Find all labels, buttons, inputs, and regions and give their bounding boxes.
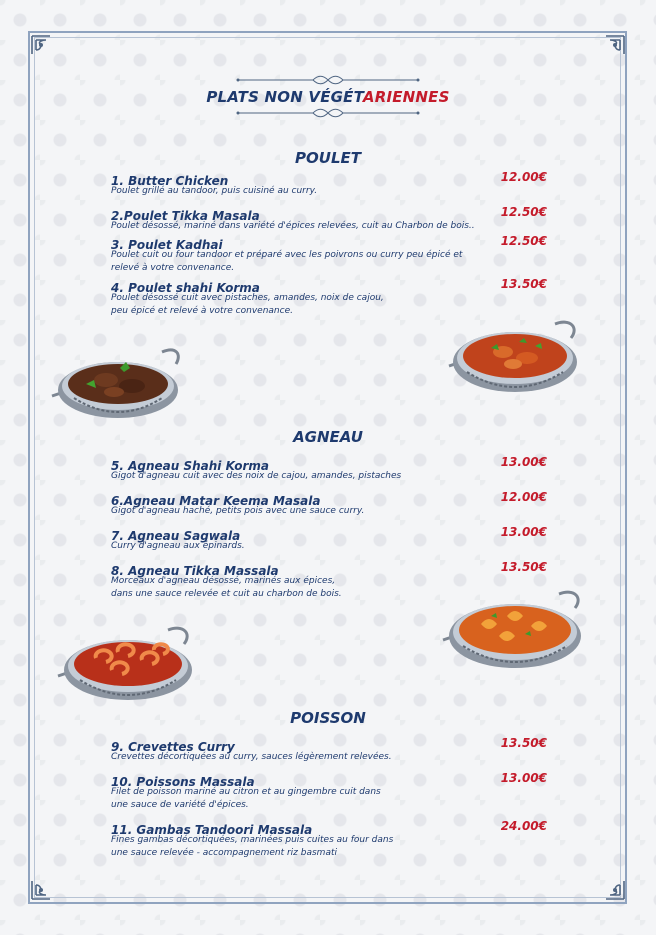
item-name: 4. Poulet shahi Korma: [111, 281, 260, 295]
item-name: 8. Agneau Tikka Massala: [111, 564, 279, 578]
item-description: Poulet désossé cuit avec pistaches, amandes, noix de cajou, peu épicé et relevé à votre convenance.: [111, 293, 384, 316]
menu-item: [111, 170, 547, 198]
menu-title: PLATS NON VÉGÉTARIENNES: [206, 88, 450, 106]
fish-curry-bowl-image: [441, 588, 591, 683]
menu-item: [111, 234, 547, 275]
item-description: Gigot d'agneau cuit avec des noix de cajou, amandes, pistaches: [111, 471, 402, 481]
item-name: 5. Agneau Shahi Korma: [111, 459, 269, 473]
item-description: Poulet cuit ou four tandoor et préparé avec les poivrons ou curry peu épicé et relevé à votre convenance.: [111, 250, 463, 273]
item-name: 3. Poulet Kadhai: [111, 238, 223, 252]
item-description: Fines gambas décortiquées, marinées puis cuites au four dans une sauce relevée - accompagnement riz basmati: [111, 835, 394, 858]
item-description: Crevettes décortiquées au curry, sauces légèrement relevées.: [111, 752, 392, 762]
item-price: 13.50€: [500, 277, 547, 291]
item-name: 11. Gambas Tandoori Massala: [111, 823, 313, 837]
menu-item: [111, 771, 547, 812]
item-name: 10. Poissons Massala: [111, 775, 255, 789]
item-price: 12.00€: [500, 490, 547, 504]
item-price: 13.00€: [500, 771, 547, 785]
item-description: Gigot d'agneau haché, petits pois avec une sauce curry.: [111, 506, 365, 516]
item-description: Morceaux d'agneau désossé, marinés aux épices, dans une sauce relevée et cuit au charbon de bois.: [111, 576, 342, 599]
title-flourish-bottom-icon: [228, 108, 428, 118]
item-price: 12.50€: [500, 234, 547, 248]
chicken-curry-bowl-image: [447, 318, 587, 408]
item-description: Poulet grillé au tandoor, puis cuisiné au curry.: [111, 186, 318, 196]
menu-item: [111, 819, 547, 860]
lamb-curry-bowl-image: [50, 340, 190, 430]
menu-item: [111, 205, 547, 233]
item-name: 6.Agneau Matar Keema Masala: [111, 494, 321, 508]
item-price: 12.50€: [500, 205, 547, 219]
item-price: 12.00€: [500, 170, 547, 184]
corner-ornament-icon: [30, 873, 58, 901]
title-flourish-top-icon: [228, 75, 428, 85]
item-name: 2.Poulet Tikka Masala: [111, 209, 260, 223]
section-title-agneau: AGNEAU: [293, 428, 363, 446]
section-title-poisson: POISSON: [290, 709, 366, 727]
item-name: 1. Butter Chicken: [111, 174, 229, 188]
corner-ornament-icon: [598, 34, 626, 62]
menu-item: [111, 525, 547, 553]
item-name: 7. Agneau Sagwala: [111, 529, 241, 543]
menu-item: [111, 455, 547, 483]
menu-item: [111, 736, 547, 764]
item-description: Filet de poisson mariné au citron et au gingembre cuit dans une sauce de variété d'épices.: [111, 787, 381, 810]
item-price: 13.50€: [500, 560, 547, 574]
shrimp-curry-bowl-image: [56, 620, 201, 715]
item-price: 24.00€: [500, 819, 547, 833]
item-description: Poulet désossé, mariné dans variété d'épices relevées, cuit au Charbon de bois..: [111, 221, 475, 231]
section-title-poulet: POULET: [295, 149, 361, 167]
item-price: 13.50€: [500, 736, 547, 750]
item-description: Curry d'agneau aux épinards.: [111, 541, 245, 551]
item-price: 13.00€: [500, 455, 547, 469]
corner-ornament-icon: [598, 873, 626, 901]
menu-item: [111, 277, 547, 318]
item-name: 9. Crevettes Curry: [111, 740, 235, 754]
corner-ornament-icon: [30, 34, 58, 62]
item-price: 13.00€: [500, 525, 547, 539]
menu-item: [111, 490, 547, 518]
